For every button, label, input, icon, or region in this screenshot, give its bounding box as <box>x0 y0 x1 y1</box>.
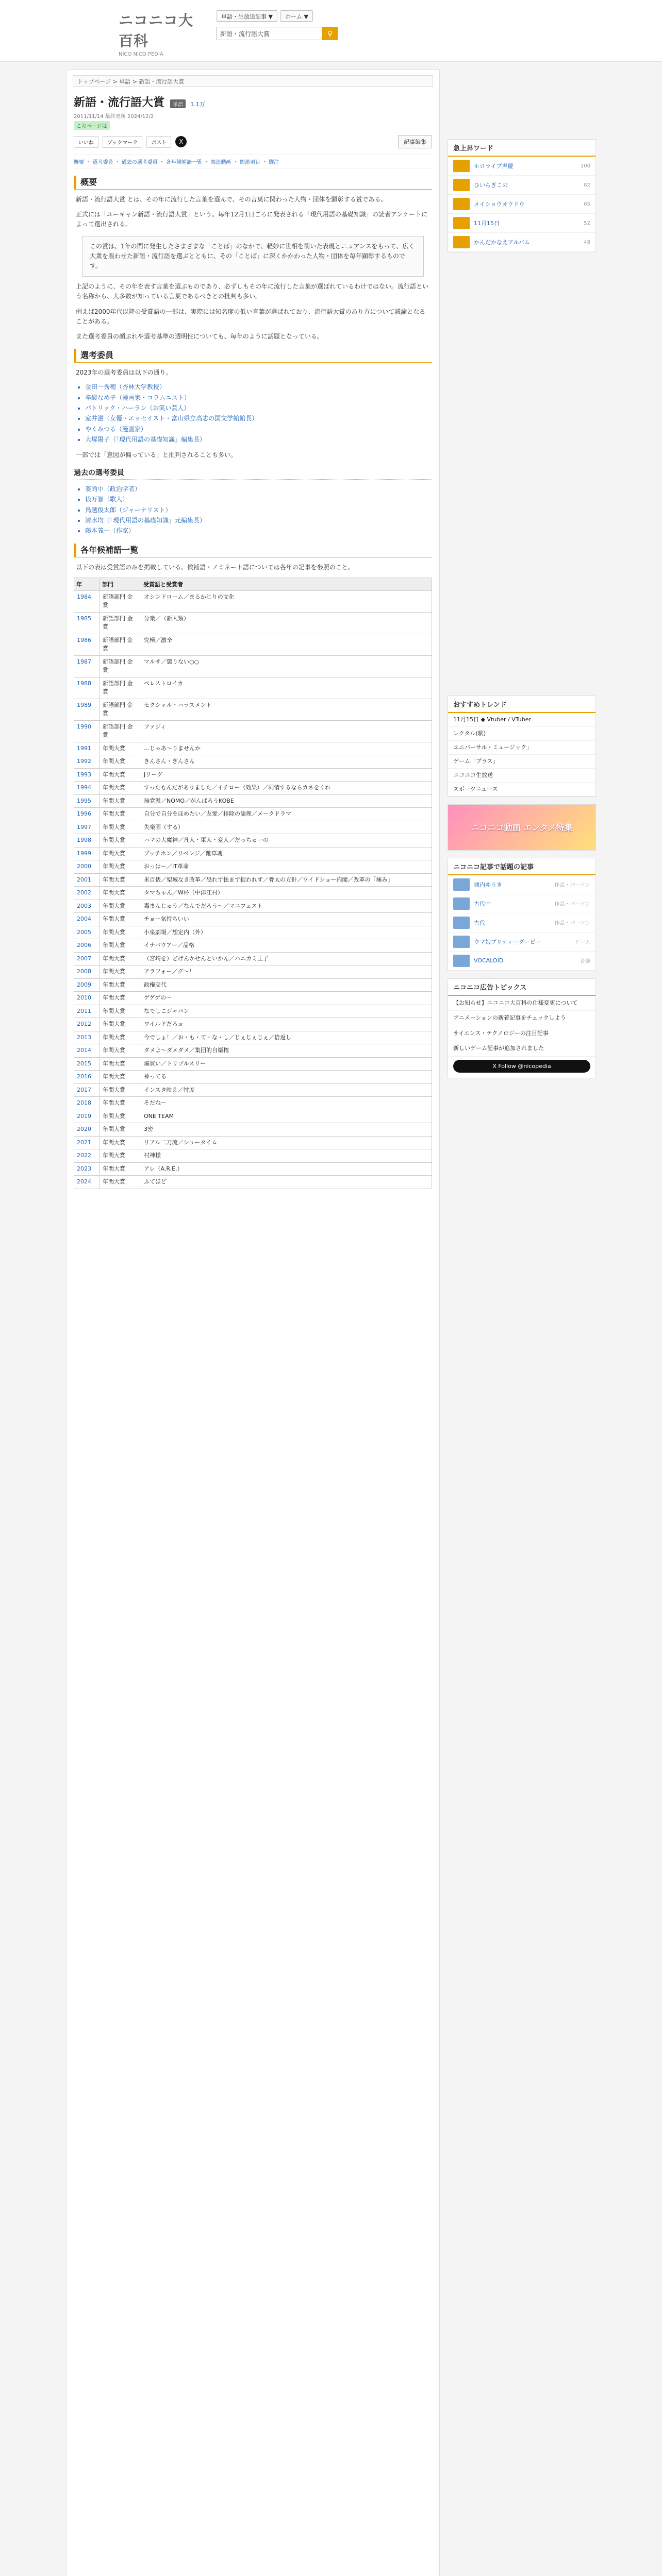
rank-panel <box>448 139 596 252</box>
table-row <box>74 655 432 677</box>
table-cell-cat: 年間大賞 <box>100 913 141 926</box>
news-panel <box>448 858 596 971</box>
news-title[interactable]: ウマ娘プリティーダービー <box>474 938 541 945</box>
rank-link[interactable]: メイショウオウドウ <box>474 201 525 208</box>
table-cell-text: 今でしょ！／お・も・て・な・し／じぇじぇじぇ／倍返し <box>141 1031 432 1044</box>
status-badge: このページは <box>74 121 110 130</box>
table-cell-cat: 年間大賞 <box>100 952 141 965</box>
news-sub: 作品・パーソン <box>554 921 590 927</box>
table-cell-text: おっはー／IT革命 <box>141 860 432 874</box>
rank-item[interactable] <box>448 214 595 233</box>
overview-paragraph-5: また選考委員の顔ぶれや選考基準の透明性についても、毎年のように話題となっている。 <box>76 332 323 340</box>
ad-banner[interactable] <box>448 804 596 851</box>
table-cell-cat: 新語部門 金賞 <box>100 612 141 634</box>
column-header: 受賞語と受賞者 <box>141 578 432 590</box>
table-row <box>74 677 432 699</box>
search-button[interactable] <box>322 27 338 40</box>
thumbnail <box>453 955 470 967</box>
table-cell-cat: 新語部門 金賞 <box>100 720 141 742</box>
table-cell-cat: 年間大賞 <box>100 887 141 900</box>
table-cell-text: アレ（A.R.E.） <box>141 1162 432 1176</box>
table-cell-text: 自分で自分をほめたい／友愛／排除の論理／メークドラマ <box>141 808 432 821</box>
table-cell-cat: 年間大賞 <box>100 1031 141 1044</box>
table-row <box>74 768 432 782</box>
table-cell-text: ふてほど <box>141 1176 432 1189</box>
thumbnail <box>453 236 470 248</box>
rank-count: 52 <box>584 220 590 226</box>
table-row <box>74 794 432 808</box>
table-cell-year[interactable]: 2003 <box>74 900 100 913</box>
table-cell-cat: 新語部門 金賞 <box>100 634 141 655</box>
list-item[interactable]: • 辛酸なめ子（漫画家・コラムニスト） <box>85 393 421 403</box>
list-item[interactable]: • 大塚陽子（「現代用語の基礎知識」編集長） <box>85 434 421 445</box>
table-row <box>74 965 432 979</box>
news-title[interactable]: 古代 <box>474 919 485 926</box>
section-award-list: 各年候補語一覧 <box>74 544 432 557</box>
table-cell-text: すったもんだがありました／イチロー（効果）／同情するならカネをくれ <box>141 782 432 795</box>
list-item[interactable]: • 金田一秀穂（杏林大学教授） <box>85 382 421 392</box>
table-cell-year[interactable]: 2002 <box>74 887 100 900</box>
table-cell-year[interactable]: 2023 <box>74 1162 100 1176</box>
news-item[interactable] <box>448 952 595 971</box>
site-select[interactable]: ホーム ▼ <box>280 10 313 22</box>
list-item[interactable]: • やくみつる（漫画家） <box>85 424 421 434</box>
overview-paragraph-3: 上記のように、その年を表す言葉を選ぶものであり、必ずしもその年に流行した言葉が選ばれているわけではない。流行語という名称から、大多数が知っている言葉であるべきとの批判も多い。 <box>76 283 429 300</box>
table-cell-year[interactable]: 2014 <box>74 1044 100 1058</box>
rank-link[interactable]: かんだかなえアルバム <box>474 239 530 246</box>
table-cell-text: ハマの大魔神／凡人・軍人・変人／だっちゅーの <box>141 834 432 848</box>
table-row <box>74 1005 432 1018</box>
table-cell-cat: 新語部門 金賞 <box>100 677 141 699</box>
topic-item[interactable]: サイエンス・テクノロジーの注目記事 <box>448 1026 595 1042</box>
table-cell-cat: 年間大賞 <box>100 1176 141 1189</box>
list-item[interactable]: • 清水均（「現代用語の基礎知識」元編集長） <box>85 515 421 526</box>
overview-paragraph-1: 新語・流行語大賞 とは、その年に流行した言葉を選んで、その言葉に関わった人物・団体を顕彰する賞である。 <box>76 196 387 203</box>
overview-paragraph-4: 例えば2000年代以降の受賞語の一部は、実際には知名度の低い言葉が選ばれており、流行語大賞のあり方について議論となることがある。 <box>76 308 426 325</box>
news-sub: 作品・パーソン <box>554 902 590 908</box>
table-cell-text: ペレストロイカ <box>141 677 432 699</box>
table-row <box>74 782 432 795</box>
table-cell-year[interactable]: 1996 <box>74 808 100 821</box>
table-cell-cat: 年間大賞 <box>100 1162 141 1176</box>
table-cell-cat: 年間大賞 <box>100 926 141 939</box>
list-item[interactable]: • パトリック・ハーラン（お笑い芸人） <box>85 403 421 413</box>
table-cell-cat: 年間大賞 <box>100 1136 141 1149</box>
rank-link[interactable]: ひいらぎこの <box>474 182 508 189</box>
overview-paragraph-2: 正式には「ユーキャン新語・流行語大賞」という。毎年12月1日ごろに発表される「現代用語の基礎知識」の読者アンケートによって選出される。 <box>76 211 428 228</box>
thumbnail <box>453 217 470 229</box>
rank-link[interactable]: 11月15日 <box>474 220 500 227</box>
table-cell-text: 村神様 <box>141 1149 432 1163</box>
table-cell-year[interactable]: 2012 <box>74 1018 100 1031</box>
page-title: 新語・流行語大賞 <box>74 96 165 109</box>
list-intro: 以下の表は受賞語のみを掲載している。候補語・ノミネート語については各年の記事を参照のこと。 <box>76 563 354 571</box>
table-cell-text: イナバウアー／品格 <box>141 939 432 953</box>
table-cell-cat: 年間大賞 <box>100 808 141 821</box>
table-cell-text: 究極／激辛 <box>141 634 432 655</box>
table-row <box>74 939 432 953</box>
table-cell-text: ダメよ～ダメダメ／集団的自衛権 <box>141 1044 432 1058</box>
table-cell-cat: 年間大賞 <box>100 992 141 1005</box>
table-cell-cat: 年間大賞 <box>100 900 141 913</box>
news-item[interactable] <box>448 875 595 894</box>
view-count[interactable]: 1.1万 <box>190 101 205 108</box>
table-row <box>74 1136 432 1149</box>
table-cell-cat: 年間大賞 <box>100 847 141 860</box>
table-cell-cat: 年間大賞 <box>100 1083 141 1097</box>
trend-heading: おすすめトレンド <box>448 696 595 713</box>
table-cell-year[interactable]: 2008 <box>74 965 100 979</box>
table-cell-text: チョー気持ちいい <box>141 913 432 926</box>
table-row <box>74 1071 432 1084</box>
table-row <box>74 1031 432 1044</box>
table-cell-text: 毒まんじゅう／なんでだろう～／マニフェスト <box>141 900 432 913</box>
table-row <box>74 1123 432 1137</box>
logo-brand: ニコニコ大百科 <box>119 12 194 49</box>
breadcrumb-text[interactable]: トップページ > 単語 > 新語・流行語大賞 <box>77 78 185 85</box>
table-row <box>74 834 432 848</box>
table-cell-year[interactable]: 1988 <box>74 677 100 699</box>
column-header: 年 <box>74 578 100 590</box>
bookmark-button[interactable]: ブックマーク <box>103 136 142 148</box>
table-cell-year[interactable]: 1998 <box>74 834 100 848</box>
rank-count: 48 <box>584 239 590 245</box>
thumbnail <box>453 917 470 929</box>
table-cell-year[interactable]: 2022 <box>74 1149 100 1163</box>
table-cell-year[interactable]: 2024 <box>74 1176 100 1189</box>
thumbnail <box>453 198 470 210</box>
right-sidebar <box>448 139 596 1086</box>
table-cell-year[interactable]: 2019 <box>74 1110 100 1123</box>
table-cell-year[interactable]: 2020 <box>74 1123 100 1137</box>
table-cell-cat: 年間大賞 <box>100 939 141 953</box>
trend-item[interactable]: ニコニコ生放送 <box>448 769 595 783</box>
table-cell-text: ゲゲゲの～ <box>141 992 432 1005</box>
table-row <box>74 742 432 755</box>
table-cell-year[interactable]: 1991 <box>74 742 100 755</box>
table-cell-cat: 新語部門 金賞 <box>100 655 141 677</box>
table-cell-text: ONE TEAM <box>141 1110 432 1123</box>
table-row <box>74 634 432 655</box>
table-cell-year[interactable]: 1992 <box>74 755 100 769</box>
x-share-icon[interactable]: X <box>175 136 187 147</box>
table-row <box>74 699 432 720</box>
table-cell-cat: 年間大賞 <box>100 1071 141 1084</box>
table-cell-text: タマちゃん／W杯（中津江村） <box>141 887 432 900</box>
table-row <box>74 900 432 913</box>
table-cell-text: 3密 <box>141 1123 432 1137</box>
table-cell-year[interactable]: 2017 <box>74 1083 100 1097</box>
list-item[interactable]: • 俵万智（歌人） <box>85 494 421 504</box>
table-cell-text: 政権交代 <box>141 978 432 992</box>
news-sub: ゲーム <box>575 940 590 946</box>
news-sub: 音楽 <box>580 959 590 965</box>
search-icon: ⚲ <box>327 29 333 38</box>
news-title[interactable]: 古代中 <box>474 900 491 907</box>
table-cell-text: オシンドローム／まるかじりの文化 <box>141 590 432 612</box>
table-row <box>74 1018 432 1031</box>
table-cell-text: 米百俵／聖域なき改革／恐れず怯まず捉われず／骨太の方針／ワイドショー内閣／改革の「痛み」 <box>141 873 432 887</box>
table-cell-cat: 新語部門 金賞 <box>100 699 141 720</box>
table-cell-cat: 年間大賞 <box>100 1057 141 1071</box>
table-row <box>74 755 432 769</box>
table-cell-text: リアル二刀流／ショータイム <box>141 1136 432 1149</box>
table-cell-text: ファジィ <box>141 720 432 742</box>
table-cell-text: …じゃあ～りませんか <box>141 742 432 755</box>
section-past-members: 過去の選考委員 <box>74 467 432 480</box>
table-cell-year[interactable]: 1984 <box>74 590 100 612</box>
table-of-contents[interactable]: 概要 ・ 選考委員 ・ 過去の選考委員 ・ 各年候補語一覧 ・ 関連動画 ・ 関連項目 ・ 脚注 <box>74 155 432 168</box>
table-cell-year[interactable]: 2010 <box>74 992 100 1005</box>
rank-item[interactable] <box>448 195 595 214</box>
rank-item[interactable] <box>448 157 595 176</box>
banner-text: ニコニコ動画 エンタメ特集 <box>448 805 595 850</box>
table-cell-year[interactable]: 2021 <box>74 1136 100 1149</box>
table-cell-cat: 年間大賞 <box>100 1005 141 1018</box>
table-cell-text: ワイルドだろぉ <box>141 1018 432 1031</box>
table-row <box>74 847 432 860</box>
official-quote: この賞は、1年の間に発生したさまざまな「ことば」のなかで、軽妙に世相を衝いた表現とニュアンスをもって、広く大衆を賑わせた新語・流行語を選ぶとともに、その「ことば」に深くかかわった人物・団体を毎年顕彰するものです。 <box>82 236 424 277</box>
table-cell-text: そだねー <box>141 1097 432 1110</box>
table-cell-text: （宮崎を）どげんかせんといかん／ハニカミ王子 <box>141 952 432 965</box>
table-cell-year[interactable]: 2018 <box>74 1097 100 1110</box>
table-cell-year[interactable]: 1997 <box>74 821 100 834</box>
breadcrumb <box>73 75 433 87</box>
table-cell-cat: 年間大賞 <box>100 1097 141 1110</box>
rank-item[interactable] <box>448 176 595 195</box>
table-cell-cat: 年間大賞 <box>100 978 141 992</box>
table-cell-year[interactable]: 1999 <box>74 847 100 860</box>
table-cell-cat: 年間大賞 <box>100 794 141 808</box>
table-cell-text: アラフォー／グ～！ <box>141 965 432 979</box>
rank-count: 82 <box>584 182 590 188</box>
trend-item[interactable]: スポーツニュース <box>448 783 595 796</box>
table-cell-year[interactable]: 2004 <box>74 913 100 926</box>
table-row <box>74 952 432 965</box>
topics-heading: ニコニコ広告トピックス <box>448 979 595 996</box>
members-list <box>85 382 421 445</box>
table-cell-year[interactable]: 1987 <box>74 655 100 677</box>
table-row <box>74 913 432 926</box>
post-button[interactable]: ポスト <box>146 136 171 148</box>
edit-article-button[interactable]: 記事編集 <box>398 135 432 148</box>
table-cell-text: 神ってる <box>141 1071 432 1084</box>
news-heading: ニコニコ記事で話題の記事 <box>448 858 595 875</box>
update-dates: 2011/11/14 最終更新 2024/12/2 <box>74 114 154 120</box>
table-cell-year[interactable]: 1986 <box>74 634 100 655</box>
members-intro: 2023年の選考委員は以下の通り。 <box>76 369 172 377</box>
table-cell-text: インスタ映え／忖度 <box>141 1083 432 1097</box>
table-cell-year[interactable]: 1994 <box>74 782 100 795</box>
thumbnail <box>453 936 470 948</box>
table-cell-text: 分衆／（新人類） <box>141 612 432 634</box>
table-row <box>74 887 432 900</box>
table-cell-cat: 年間大賞 <box>100 742 141 755</box>
news-item[interactable] <box>448 913 595 933</box>
rank-heading: 急上昇ワード <box>448 140 595 157</box>
thumbnail <box>453 897 470 910</box>
like-button[interactable]: いいね <box>74 136 98 148</box>
table-cell-cat: 年間大賞 <box>100 1044 141 1058</box>
table-row <box>74 978 432 992</box>
table-cell-year[interactable]: 2015 <box>74 1057 100 1071</box>
rank-link[interactable]: ホロライブ声優 <box>474 163 514 170</box>
table-cell-text: 失楽園（する） <box>141 821 432 834</box>
table-cell-year[interactable]: 1995 <box>74 794 100 808</box>
table-cell-year[interactable]: 1989 <box>74 699 100 720</box>
news-sub: 作品・パーソン <box>554 883 590 889</box>
trend-panel <box>448 696 596 797</box>
table-cell-text: きんさん・ぎんさん <box>141 755 432 769</box>
table-cell-year[interactable]: 2011 <box>74 1005 100 1018</box>
scope-select[interactable]: 単語・生放送記事 ▼ <box>217 10 277 22</box>
rank-count: 100 <box>580 163 590 169</box>
news-title[interactable]: VOCALOID <box>474 957 504 964</box>
list-item[interactable]: • 姜尚中（政治学者） <box>85 484 421 494</box>
section-overview: 概要 <box>74 176 432 190</box>
table-cell-year[interactable]: 2016 <box>74 1071 100 1084</box>
table-row <box>74 1110 432 1123</box>
awards-table <box>74 578 432 1189</box>
table-row <box>74 1057 432 1071</box>
news-item[interactable] <box>448 933 595 952</box>
table-row <box>74 1097 432 1110</box>
table-row <box>74 1162 432 1176</box>
table-row <box>74 821 432 834</box>
table-cell-cat: 年間大賞 <box>100 1110 141 1123</box>
table-cell-cat: 年間大賞 <box>100 821 141 834</box>
thumbnail <box>453 160 470 172</box>
table-cell-year[interactable]: 2001 <box>74 873 100 887</box>
table-row <box>74 992 432 1005</box>
table-row <box>74 1176 432 1189</box>
table-row <box>74 1149 432 1163</box>
table-cell-year[interactable]: 2013 <box>74 1031 100 1044</box>
table-row <box>74 860 432 874</box>
thumbnail <box>453 878 470 891</box>
thumbnail <box>453 179 470 191</box>
table-cell-cat: 年間大賞 <box>100 768 141 782</box>
trend-item[interactable]: 11月15日 ◆ Vtuber / VTuber <box>448 713 595 727</box>
table-row <box>74 808 432 821</box>
table-cell-year[interactable]: 1985 <box>74 612 100 634</box>
table-row <box>74 926 432 939</box>
table-cell-text: ブッチホン／リベンジ／雑草魂 <box>141 847 432 860</box>
site-logo[interactable] <box>119 9 206 57</box>
table-cell-text: Jリーグ <box>141 768 432 782</box>
search-input[interactable] <box>217 27 322 40</box>
table-cell-cat: 年間大賞 <box>100 755 141 769</box>
table-cell-text: なでしこジャパン <box>141 1005 432 1018</box>
trend-item[interactable]: ユニバーサル・ミュージック」 <box>448 741 595 755</box>
table-cell-year[interactable]: 2006 <box>74 939 100 953</box>
table-cell-year[interactable]: 1993 <box>74 768 100 782</box>
table-cell-year[interactable]: 2005 <box>74 926 100 939</box>
list-item[interactable]: • 室井滋（女優・エッセイスト・富山県立高志の国文学館館長） <box>85 413 421 423</box>
table-cell-cat: 年間大賞 <box>100 873 141 887</box>
list-item[interactable]: • 鳥越俊太郎（ジャーナリスト） <box>85 505 421 515</box>
past-members-list <box>85 484 421 536</box>
article-main <box>66 70 440 2576</box>
topic-item[interactable]: 【お知らせ】ニコニコ大百科の仕様変更について <box>448 996 595 1011</box>
topics-panel <box>448 978 596 1078</box>
table-cell-cat: 年間大賞 <box>100 1018 141 1031</box>
topic-item[interactable]: 新しいゲーム記事が追加されました <box>448 1041 595 1057</box>
topic-item[interactable]: アニメーションの新着記事をチェックしよう <box>448 1011 595 1026</box>
section-members: 選考委員 <box>74 349 432 363</box>
members-note: 一部では「意図が偏っている」と批判されることも多い。 <box>76 451 237 459</box>
table-cell-text: 爆買い／トリプルスリー <box>141 1057 432 1071</box>
rank-count: 65 <box>584 201 590 207</box>
news-item[interactable] <box>448 894 595 913</box>
table-cell-cat: 新語部門 金賞 <box>100 590 141 612</box>
table-cell-text: 無党派／NOMO／がんばろうKOBE <box>141 794 432 808</box>
table-cell-cat: 年間大賞 <box>100 1149 141 1163</box>
table-cell-text: セクシャル・ハラスメント <box>141 699 432 720</box>
table-cell-year[interactable]: 2009 <box>74 978 100 992</box>
news-title[interactable]: 城内ゆうき <box>474 881 502 888</box>
list-item[interactable]: • 藤本義一（作家） <box>85 526 421 536</box>
table-cell-year[interactable]: 1990 <box>74 720 100 742</box>
x-follow-button[interactable]: X Follow @nicopedia <box>453 1060 590 1073</box>
table-cell-cat: 年間大賞 <box>100 1123 141 1137</box>
table-cell-text: 小泉劇場／想定内（外） <box>141 926 432 939</box>
table-row <box>74 1044 432 1058</box>
table-row <box>74 590 432 612</box>
table-row <box>74 720 432 742</box>
table-cell-cat: 年間大賞 <box>100 782 141 795</box>
trend-item[interactable]: レクタル(駅) <box>448 727 595 741</box>
table-cell-cat: 年間大賞 <box>100 834 141 848</box>
site-header <box>0 0 662 62</box>
table-cell-cat: 年間大賞 <box>100 860 141 874</box>
table-cell-text: マルサ／懲りない○○ <box>141 655 432 677</box>
rank-item[interactable] <box>448 233 595 252</box>
table-row <box>74 873 432 887</box>
logo-sub: NICO NICO PEDIA <box>119 52 163 57</box>
column-header: 部門 <box>100 578 141 590</box>
title-tag: 単語 <box>170 99 186 108</box>
table-row <box>74 1083 432 1097</box>
table-cell-cat: 年間大賞 <box>100 965 141 979</box>
table-row <box>74 612 432 634</box>
trend-item[interactable]: ゲーム「プラス」 <box>448 755 595 769</box>
table-cell-year[interactable]: 2007 <box>74 952 100 965</box>
table-cell-year[interactable]: 2000 <box>74 860 100 874</box>
